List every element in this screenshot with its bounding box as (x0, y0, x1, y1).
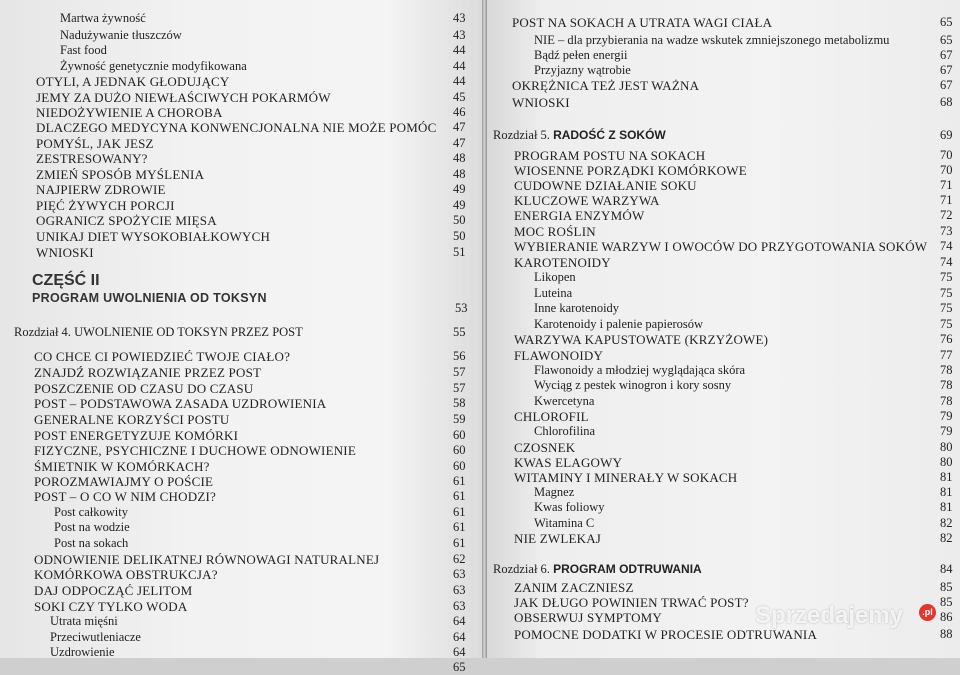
toc-subsection-title: Inne karotenoidy (534, 301, 620, 315)
toc-subsection-title: Flawonoidy a młodziej wyglądająca skóra (534, 363, 746, 377)
toc-section-title: PROGRAM POSTU NA SOKACH (514, 148, 706, 163)
toc-page-number: 65 (940, 15, 953, 29)
toc-subsection-title: Martwa żywność (60, 11, 146, 25)
toc-page-number: 64 (453, 614, 466, 628)
toc-section-title: CO CHCE CI POWIEDZIEĆ TWOJE CIAŁO? (34, 349, 291, 364)
toc-section-title: SOKI CZY TYLKO WODA (34, 599, 188, 614)
toc-page-number: 88 (940, 627, 953, 641)
toc-section-title: ŚMIETNIK W KOMÓRKACH? (34, 459, 210, 474)
toc-page-number: 75 (940, 301, 953, 315)
toc-page-number: 44 (453, 43, 466, 57)
toc-subsection-title: Post całkowity (54, 505, 128, 519)
toc-section-title: JEMY ZA DUŻO NIEWŁAŚCIWYCH POKARMÓW (36, 90, 331, 105)
toc-section-title: POST ENERGETYZUJE KOMÓRKI (34, 428, 239, 443)
toc-section-title: UNIKAJ DIET WYSOKOBIAŁKOWYCH (36, 229, 271, 244)
toc-page-number: 43 (453, 28, 466, 42)
chapter-heading (493, 562, 702, 577)
toc-subsection-title: Nadużywanie tłuszczów (60, 28, 182, 42)
toc-page-number: 56 (453, 349, 466, 363)
toc-section-title: GENERALNE KORZYŚCI POSTU (34, 412, 230, 427)
toc-page-number: 61 (453, 489, 466, 503)
toc-page-number: 67 (940, 63, 953, 77)
toc-section-title: NAJPIERW ZDROWIE (36, 182, 166, 197)
toc-page-number: 78 (940, 363, 953, 377)
toc-section-title: CZOSNEK (514, 440, 576, 455)
toc-page-number: 64 (453, 645, 466, 659)
toc-page-number: 75 (940, 317, 953, 331)
watermark-badge: .pl (919, 604, 936, 621)
toc-page-number: 73 (940, 224, 953, 238)
toc-page-number: 61 (453, 520, 466, 534)
toc-page-number: 61 (453, 505, 466, 519)
toc-section-title: KLUCZOWE WARZYWA (514, 193, 660, 208)
toc-page-number: 76 (940, 332, 953, 346)
toc-page-number: 46 (453, 105, 466, 119)
toc-subsection-title: Fast food (60, 43, 107, 57)
toc-section-title: CUDOWNE DZIAŁANIE SOKU (514, 178, 697, 193)
toc-subsection-title: Kwas foliowy (534, 500, 605, 514)
toc-page-number: 43 (453, 11, 466, 25)
toc-section-title: ENERGIA ENZYMÓW (514, 208, 645, 223)
toc-page-number: 67 (940, 48, 953, 62)
toc-page-number: 72 (940, 208, 953, 222)
toc-subsection-title: Kwercetyna (534, 394, 595, 408)
toc-page-number: 45 (453, 90, 466, 104)
toc-section-title: POST – O CO W NIM CHODZI? (34, 489, 216, 504)
toc-page-number: 60 (453, 443, 466, 457)
toc-page-number: 49 (453, 198, 466, 212)
toc-subsection-title: NIE – dla przybierania na wadze wskutek zmniejszonego metabolizmu (534, 33, 890, 47)
toc-section-title: FIZYCZNE, PSYCHICZNE I DUCHOWE ODNOWIENIE (34, 443, 356, 458)
toc-section-title: WYBIERANIE WARZYW I OWOCÓW DO PRZYGOTOWANIA SOKÓW (514, 239, 928, 254)
toc-section-title: POST NA SOKACH A UTRATA WAGI CIAŁA (512, 15, 773, 30)
toc-section-title: KAROTENOIDY (514, 255, 611, 270)
toc-section-title: PIĘĆ ŻYWYCH PORCJI (36, 198, 175, 213)
toc-section-title: KWAS ELAGOWY (514, 455, 623, 470)
toc-subsection-title: Post na wodzie (54, 520, 130, 534)
toc-section-title: WARZYWA KAPUSTOWATE (KRZYŻOWE) (514, 332, 769, 347)
toc-page-number: 85 (940, 580, 953, 594)
toc-subsection-title: Utrata mięśni (50, 614, 118, 628)
toc-section-title: WNIOSKI (512, 95, 570, 110)
chapter-title: RADOŚĆ Z SOKÓW (553, 128, 666, 142)
toc-page-number: 58 (453, 396, 466, 410)
chapter-prefix: Rozdział 4. (14, 325, 75, 339)
toc-page-number: 47 (453, 120, 466, 134)
toc-page-number: 57 (453, 365, 466, 379)
toc-section-title: WITAMINY I MINERAŁY W SOKACH (514, 470, 738, 485)
toc-page-number: 69 (940, 128, 953, 142)
chapter-title: UWOLNIENIE OD TOKSYN PRZEZ POST (74, 325, 303, 339)
part-subtitle: PROGRAM UWOLNIENIA OD TOKSYN (32, 291, 267, 305)
toc-page-number: 48 (453, 167, 466, 181)
toc-page-number: 57 (453, 381, 466, 395)
toc-page-number: 44 (453, 74, 466, 88)
toc-page-number: 50 (453, 229, 466, 243)
toc-section-title: ZNAJDŹ ROZWIĄZANIE PRZEZ POST (34, 365, 262, 380)
toc-page-number: 74 (940, 239, 953, 253)
toc-subsection-title: Wyciąg z pestek winogron i kory sosny (534, 378, 732, 392)
toc-page-number: 55 (453, 325, 466, 339)
toc-section-title: ZMIEŃ SPOSÓB MYŚLENIA (36, 167, 205, 182)
toc-section-title: POST – PODSTAWOWA ZASADA UZDROWIENIA (34, 396, 327, 411)
toc-section-title: JAK DŁUGO POWINIEN TRWAĆ POST? (514, 595, 749, 610)
toc-page-number: 64 (453, 630, 466, 644)
toc-page-number: 71 (940, 178, 953, 192)
toc-section-title: MOC ROŚLIN (514, 224, 596, 239)
toc-page-number: 48 (453, 151, 466, 165)
toc-subsection-title: Post na sokach (54, 536, 129, 550)
toc-section-title: OKRĘŻNICA TEŻ JEST WAŻNA (512, 78, 700, 93)
toc-page-number: 70 (940, 163, 953, 177)
part-heading: CZĘŚĆ II (32, 272, 100, 289)
toc-page-number: 63 (453, 583, 466, 597)
toc-page-number: 82 (940, 516, 953, 530)
toc-subsection-title: Magnez (534, 485, 575, 499)
toc-page-number: 67 (940, 78, 953, 92)
toc-page-number: 79 (940, 424, 953, 438)
toc-section-title: ZANIM ZACZNIESZ (514, 580, 634, 595)
toc-page-number: 77 (940, 348, 953, 362)
toc-page-number: 61 (453, 536, 466, 550)
toc-page-number: 68 (940, 95, 953, 109)
toc-page-number: 85 (940, 595, 953, 609)
toc-page-number: 51 (453, 245, 466, 259)
toc-section-title: OTYLI, A JEDNAK GŁODUJĄCY (36, 74, 230, 89)
toc-subsection-title: Bądź pełen energii (534, 48, 628, 62)
toc-section-title: DAJ ODPOCZĄĆ JELITOM (34, 583, 193, 598)
toc-section-title: NIE ZWLEKAJ (514, 531, 602, 546)
toc-subsection-title: Uzdrowienie (50, 645, 115, 659)
toc-section-title: CHLOROFIL (514, 409, 589, 424)
toc-section-title: OGRANICZ SPOŻYCIE MIĘSA (36, 213, 217, 228)
toc-subsection-title: Witamina C (534, 516, 595, 530)
toc-page-number: 81 (940, 485, 953, 499)
toc-section-title: WIOSENNE PORZĄDKI KOMÓRKOWE (514, 163, 747, 178)
toc-page-number: 71 (940, 193, 953, 207)
toc-page-number: 75 (940, 286, 953, 300)
chapter-heading (14, 325, 303, 340)
toc-page-number: 49 (453, 182, 466, 196)
toc-section-title: KOMÓRKOWA OBSTRUKCJA? (34, 567, 218, 582)
part-page-number: 53 (455, 301, 468, 315)
toc-page-number: 78 (940, 378, 953, 392)
toc-page-number: 47 (453, 136, 466, 150)
toc-page-number: 82 (940, 531, 953, 545)
chapter-title: PROGRAM ODTRUWANIA (553, 562, 702, 576)
toc-page-number: 81 (940, 500, 953, 514)
toc-page-number: 62 (453, 552, 466, 566)
toc-section-title: POROZMAWIAJMY O POŚCIE (34, 474, 214, 489)
toc-page-number: 60 (453, 428, 466, 442)
toc-section-title: POMYŚL, JAK JESZ (36, 136, 154, 151)
toc-page-number: 74 (940, 255, 953, 269)
toc-page-number: 61 (453, 474, 466, 488)
toc-section-title: OBSERWUJ SYMPTOMY (514, 610, 662, 625)
toc-subsection-title: Chlorofilina (534, 424, 596, 438)
toc-subsection-title: Karotenoidy i palenie papierosów (534, 317, 704, 331)
toc-subsection-title: Likopen (534, 270, 576, 284)
toc-section-title: WNIOSKI (36, 245, 94, 260)
toc-page-number: 78 (940, 394, 953, 408)
toc-page-number: 63 (453, 599, 466, 613)
toc-page-number: 70 (940, 148, 953, 162)
toc-page-number: 75 (940, 270, 953, 284)
toc-page-number: 65 (940, 33, 953, 47)
toc-page-number: 59 (453, 412, 466, 426)
toc-page-number: 81 (940, 470, 953, 484)
toc-section-title: POMOCNE DODATKI W PROCESIE ODTRUWANIA (514, 627, 818, 642)
toc-page-number: 79 (940, 409, 953, 423)
toc-subsection-title: Żywność genetycznie modyfikowana (60, 59, 247, 73)
toc-section-title: POSZCZENIE OD CZASU DO CZASU (34, 381, 254, 396)
toc-page-number: 50 (453, 213, 466, 227)
toc-section-title: ODNOWIENIE DELIKATNEJ RÓWNOWAGI NATURALNEJ (34, 552, 380, 567)
toc-section-title: NIEDOŻYWIENIE A CHOROBA (36, 105, 223, 120)
toc-subsection-title: Luteina (534, 286, 573, 300)
toc-page-number: 60 (453, 459, 466, 473)
toc-page-number: 44 (453, 59, 466, 73)
toc-page-number: 80 (940, 455, 953, 469)
toc-subsection-title: Przeciwutleniacze (50, 630, 141, 644)
chapter-prefix: Rozdział 6. (493, 562, 554, 576)
chapter-prefix: Rozdział 5. (493, 128, 554, 142)
toc-page-number: 86 (940, 610, 953, 624)
toc-section-title: DLACZEGO MEDYCYNA KONWENCJONALNA NIE MOŻE POMÓC (36, 120, 437, 135)
toc-section-title: ZESTRESOWANY? (36, 151, 148, 166)
toc-page-number: 63 (453, 567, 466, 581)
chapter-heading (493, 128, 666, 143)
toc-page-number: 84 (940, 562, 953, 576)
watermark-logo: Sprzedajemy (755, 602, 904, 629)
toc-page-number: 80 (940, 440, 953, 454)
toc-subsection-title: Przyjazny wątrobie (534, 63, 631, 77)
toc-page-number: 65 (453, 660, 466, 674)
toc-section-title: FLAWONOIDY (514, 348, 604, 363)
